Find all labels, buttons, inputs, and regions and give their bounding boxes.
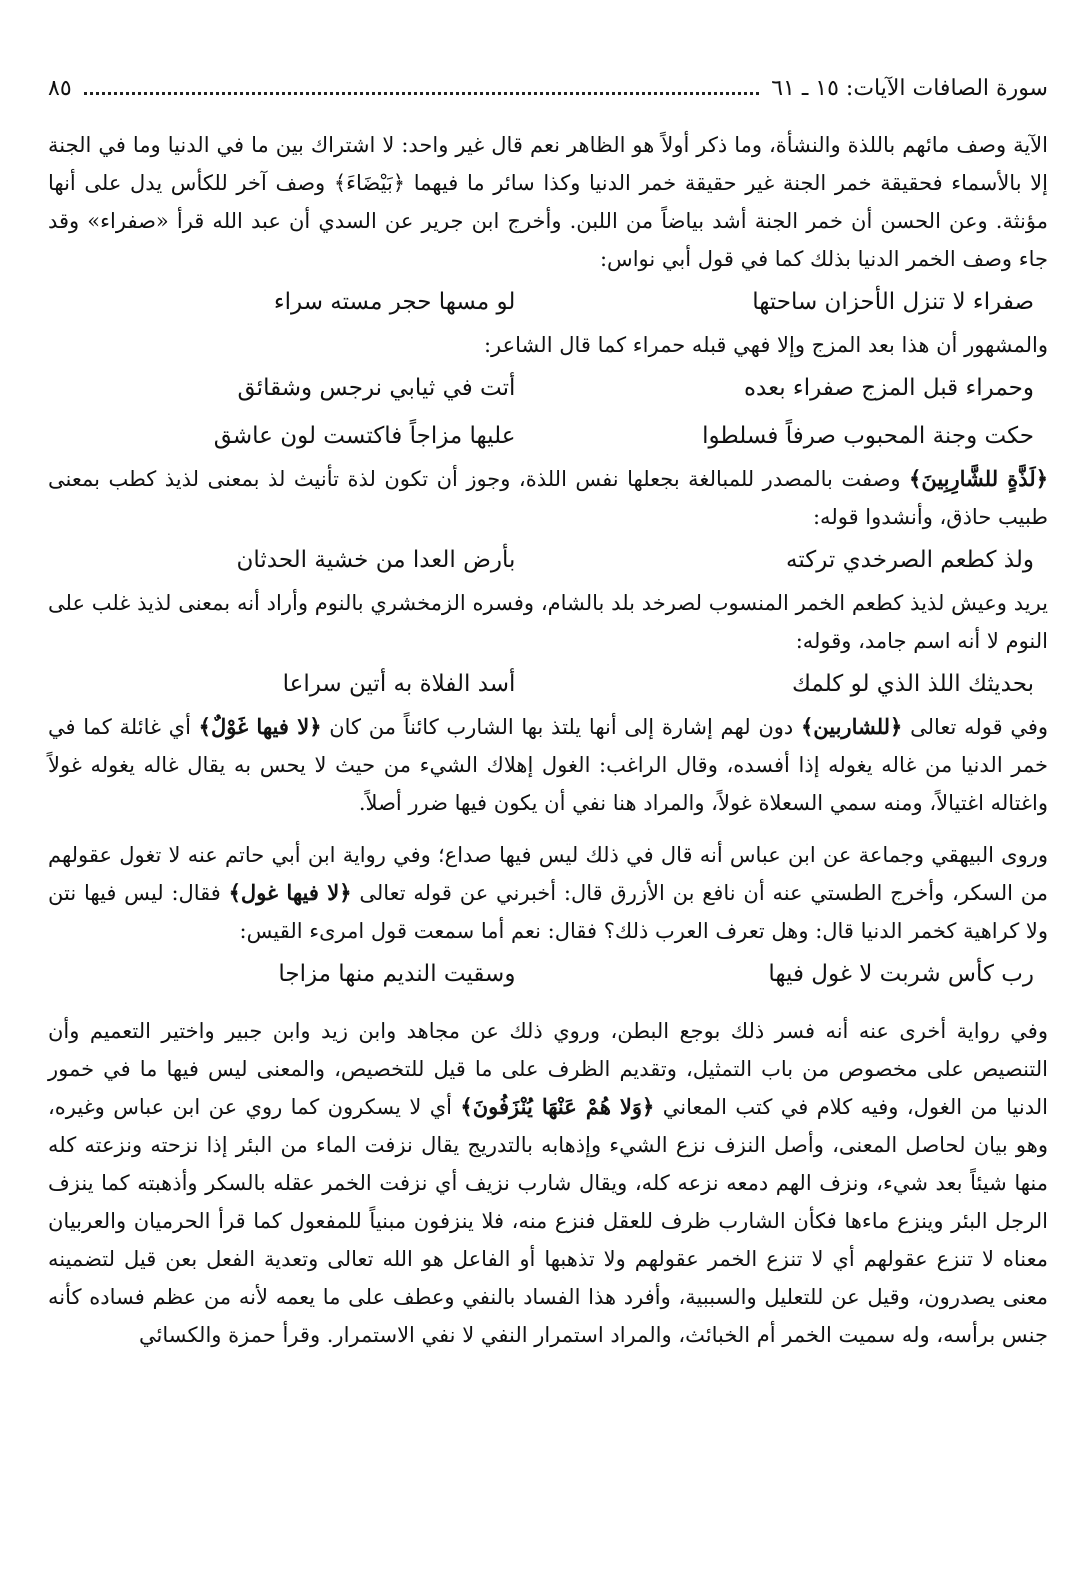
- verse-3-first-hemistich: حكت وجنة المحبوب صرفاً فسلطوا: [702, 423, 1034, 449]
- paragraph-5: [48, 708, 1048, 822]
- paragraph-3: [48, 460, 1048, 536]
- paragraph-6: [48, 836, 1048, 950]
- paragraph-5-text-c: أي غائلة كما في خمر الدنيا من غاله يغوله إذا أفسده، وقال الراغب: الغول إهلاك الشيء من حيث لا يحس به يقال غاله يغوله غولاً واغتاله اغتيالاً، ومنه سمي السعلاة غولاً، والمراد هنا نفي أن يكون فيها ضرر أصلاً.: [48, 715, 1048, 815]
- poem-verse-1: [48, 278, 1048, 326]
- poem-verse-5: [48, 660, 1048, 708]
- verse-5-first-hemistich: بحديثك اللذ الذي لو كلمك: [792, 671, 1034, 697]
- verse-4-first-hemistich: ولذ كطعم الصرخدي تركته: [786, 547, 1034, 573]
- verse-6-second-hemistich: وسقيت النديم منها مزاجا: [278, 961, 516, 987]
- quran-quote: ﴿للشاربين﴾: [800, 714, 903, 739]
- poem-verse-6: [48, 950, 1048, 998]
- page-number: ٨٥: [48, 75, 72, 101]
- surah-heading: سورة الصافات الآيات: ١٥ ـ ٦١: [771, 75, 1048, 101]
- paragraph-2: والمشهور أن هذا بعد المزج وإلا فهي قبله حمراء كما قال الشاعر:: [483, 333, 1048, 357]
- poem-verse-2: [48, 364, 1048, 412]
- verse-4-second-hemistich: بأرض العدا من خشية الحدثان: [236, 547, 516, 573]
- running-header: [48, 68, 1048, 108]
- verse-2-first-hemistich: وحمراء قبل المزج صفراء بعده: [743, 375, 1034, 401]
- quran-quote: ﴿لا فيها غول﴾: [228, 880, 352, 905]
- paragraph-6-text-a: وروى البيهقي وجماعة عن ابن عباس أنه قال في ذلك ليس فيها صداع؛ وفي رواية ابن أبي حاتم عنه لا تغول عقولهم من السكر، وأخرج الطستي عنه أن نافع بن الأزرق قال: أخبرني عن قوله تعالى: [48, 843, 1048, 905]
- paragraph-5-text-a: وفي قوله تعالى: [902, 715, 1049, 739]
- paragraph-3-text: وصفت بالمصدر للمبالغة بجعلها نفس اللذة، وجوز أن تكون لذة تأنيث لذ بمعنى لذيذ كطب بمعنى طبيب حاذق، وأنشدوا قوله:: [48, 467, 1048, 529]
- verse-2-second-hemistich: أتت في ثيابي نرجس وشقائق: [237, 375, 516, 401]
- paragraph-7: [48, 1012, 1048, 1354]
- paragraph-gap: [48, 998, 1048, 1012]
- page-body: [48, 126, 1048, 1354]
- paragraph-1: الآية وصف مائهم باللذة والنشأة، وما ذكر أولاً هو الظاهر نعم قال غير واحد: لا اشتراك بين ما في الدنيا وما في الجنة إلا بالأسماء فحقيقة خمر الجنة غير حقيقة خمر الدنيا وكذا سائر ما فيهما ﴿بَيْضَاءَ﴾ وصف آخر للكأس يدل على أنها مؤنثة. وعن الحسن أن خمر الجنة أشد بياضاً من اللبن. وأخرج ابن جرير عن السدي أن عبد الله قرأ «صفراء» وقد جاء وصف الخمر الدنيا بذلك كما في قول أبي نواس:: [48, 133, 1048, 271]
- paragraph-7-text-b: أي لا يسكرون كما روي عن ابن عباس وغيره، وهو بيان لحاصل المعنى، وأصل النزف نزع الشيء وإذهابه بالتدريج يقال نزفت الماء من البئر إذا نزحته ونزعته كله منها شيئاً بعد شيء، ونزف الهم دمعه نزعه كله، ويقال شارب نزيف أي نزفت الخمر عقله بالسكر وأذهبته كما ينزف الرجل البئر وينزع ماءها فكأن الشارب ظرف للعقل فنزع منه، فلا ينزفون مبنياً للمفعول كما قرأ الحرميان والعربيان معناه لا تنزع عقولهم أي لا تنزع الخمر عقولهم ولا تذهبها أو الفاعل هو الله تعالى وتعدية الفعل بعن قيل لتضمينه معنى يصدرون، وقيل عن للتعليل والسببية، وأفرد هذا الفساد بالنفي وعطف على ما يعمه لأنه من عظم فساده كأنه جنس برأسه، وله سميت الخمر أم الخبائث، والمراد استمرار النفي لا نفي الاستمرار. وقرأ حمزة والكسائي: [48, 1095, 1048, 1347]
- quran-quote: ﴿وَلا هُمْ عَنْهَا يُنْزَفُونَ﴾: [460, 1094, 655, 1119]
- paragraph-6-text-b: فقال: ليس فيها نتن ولا كراهية كخمر الدنيا قال: وهل تعرف العرب ذلك؟ فقال: نعم أما سمعت قول امرىء القيس:: [48, 881, 1048, 943]
- dotted-leader: [84, 92, 760, 95]
- quran-quote: ﴿لَذَّةٍ للشَّارِبِينَ﴾: [909, 466, 1048, 491]
- paragraph-4: يريد وعيش لذيذ كطعم الخمر المنسوب لصرخد بلد بالشام، وفسره الزمخشري بالنوم وأراد أنه بمعنى لذيذ غلب على النوم لا أنه اسم جامد، وقوله:: [48, 591, 1048, 653]
- paragraph-gap: [48, 822, 1048, 836]
- paragraph-5-text-b: دون لهم إشارة إلى أنها يلتذ بها الشارب كائناً من كان: [321, 715, 801, 739]
- quran-quote: ﴿لا فيها غَوْلٌ﴾: [198, 714, 322, 739]
- verse-6-first-hemistich: رب كأس شربت لا غول فيها: [768, 961, 1034, 987]
- verse-1-second-hemistich: لو مسها حجر مسته سراء: [273, 289, 516, 315]
- paragraph-7-text-a: وفي رواية أخرى عنه أنه فسر ذلك بوجع البطن، وروي ذلك عن مجاهد وابن زيد وابن جبير واختير التعميم وأن التنصيص على مخصوص من باب التمثيل، وتقديم الظرف على ما قيل للتخصيص، والمعنى ليس فيها ما في خمور الدنيا من الغول، وفيه كلام في كتب المعاني: [48, 1019, 1048, 1119]
- verse-1-first-hemistich: صفراء لا تنزل الأحزان ساحتها: [752, 289, 1034, 315]
- verse-3-second-hemistich: عليها مزاجاً فاكتست لون عاشق: [213, 423, 516, 449]
- poem-verse-3: [48, 412, 1048, 460]
- poem-verse-4: [48, 536, 1048, 584]
- verse-5-second-hemistich: أسد الفلاة به أتين سراعا: [282, 671, 516, 697]
